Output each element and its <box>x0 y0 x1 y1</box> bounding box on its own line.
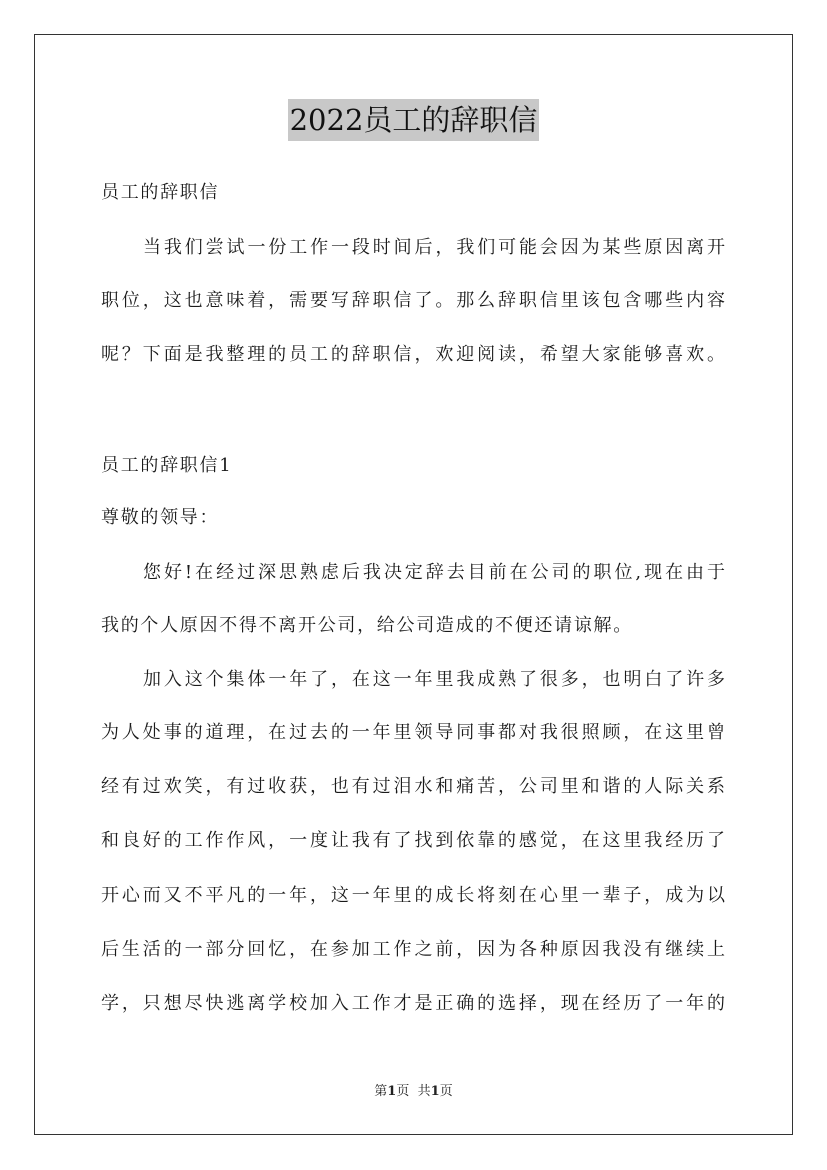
document-subtitle: 员工的辞职信 <box>101 182 220 203</box>
footer-total-suffix: 页 <box>439 1084 453 1099</box>
intro-line-1: 当我们尝试一份工作一段时间后，我们可能会因为某些原因离开 <box>143 237 725 258</box>
paragraph1-line-2: 我的个人原因不得不离开公司，给公司造成的不便还请谅解。 <box>101 615 633 636</box>
intro-line-2: 职位，这也意味着，需要写辞职信了。那么辞职信里该包含哪些内容 <box>101 290 725 311</box>
paragraph2-line-3: 经有过欢笑，有过收获，也有过泪水和痛苦，公司里和谐的人际关系 <box>101 776 725 797</box>
footer-total-pages: 1 <box>430 1084 440 1099</box>
intro-line-3: 呢？下面是我整理的员工的辞职信，欢迎阅读，希望大家能够喜欢。 <box>101 344 725 365</box>
page-footer <box>0 1083 827 1101</box>
salutation: 尊敬的领导： <box>101 507 220 528</box>
paragraph2-line-1: 加入这个集体一年了，在这一年里我成熟了很多，也明白了许多 <box>143 669 725 690</box>
paragraph2-line-4: 和良好的工作作风，一度让我有了找到依靠的感觉，在这里我经历了 <box>101 830 725 851</box>
paragraph2-line-6: 后生活的一部分回忆，在参加工作之前，因为各种原因我没有继续上 <box>101 939 725 960</box>
paragraph2-line-5: 开心而又不平凡的一年，这一年里的成长将刻在心里一辈子，成为以 <box>101 885 725 906</box>
footer-total-prefix: 共 <box>417 1084 431 1099</box>
footer-page-suffix: 页 <box>396 1084 410 1099</box>
footer-prefix: 第 <box>374 1084 388 1099</box>
paragraph2-line-2: 为人处事的道理，在过去的一年里领导同事都对我很照顾，在这里曾 <box>101 722 725 743</box>
paragraph2-line-7: 学，只想尽快逃离学校加入工作才是正确的选择，现在经历了一年的 <box>101 993 725 1014</box>
document-title: 2022员工的辞职信 <box>288 99 540 141</box>
footer-page-number: 1 <box>387 1084 397 1099</box>
title-container <box>0 99 827 141</box>
section-title: 员工的辞职信1 <box>101 455 233 476</box>
paragraph1-line-1: 您好!在经过深思熟虑后我决定辞去目前在公司的职位,现在由于 <box>143 562 725 583</box>
